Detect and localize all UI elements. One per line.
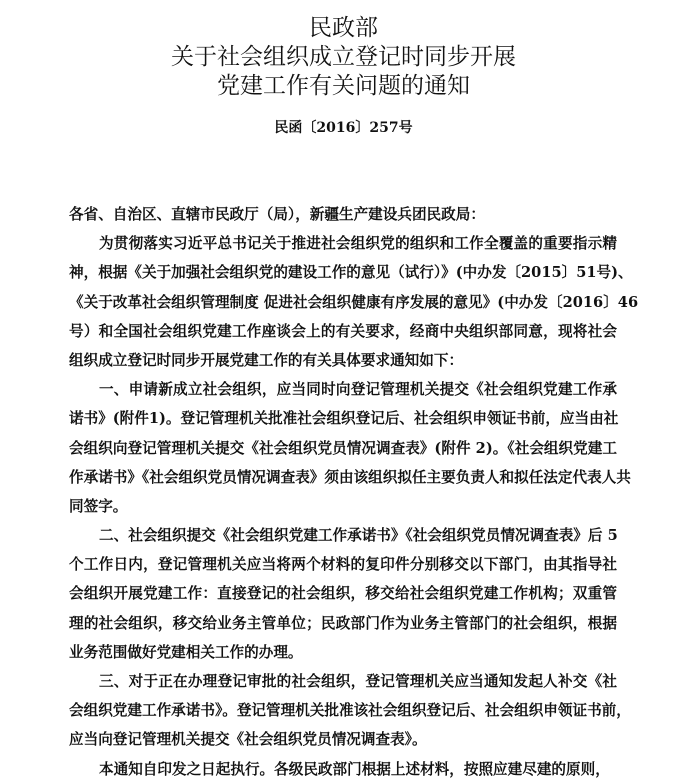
paragraph-line: 个工作日内，登记管理机关应当将两个材料的复印件分别移交以下部门，由其指导社: [69, 556, 617, 574]
paragraph-item-3: [69, 667, 631, 755]
paragraph-line: 《关于改革社会组织管理制度 促进社会组织健康有序发展的意见》(中办发〔2016〕46: [69, 293, 639, 311]
paragraph-line: 组织成立登记时同步开展党建工作的有关具体要求通知如下：: [69, 351, 464, 369]
paragraph-item-1: [69, 375, 631, 521]
paragraph-closing: [69, 755, 617, 778]
paragraph-line: 为贯彻落实习近平总书记关于推进社会组织党的组织和工作全覆盖的重要指示精: [99, 235, 617, 253]
paragraph-item-2: [69, 521, 617, 667]
paragraph-line: 三、对于正在办理登记审批的社会组织，登记管理机关应当通知发起人补交《社: [99, 673, 617, 690]
paragraph-line: 会组织向登记管理机关提交《社会组织党员情况调查表》(附件 2)。《社会组织党建工: [69, 439, 617, 457]
document-number: 民函〔2016〕257号: [274, 120, 413, 136]
paragraph-line: 会组织开展党建工作：直接登记的社会组织，移交给社会组织党建工作机构；双重管: [69, 585, 617, 603]
addressee: 各省、自治区、直辖市民政厅（局），新疆生产建设兵团民政局：: [69, 206, 485, 223]
title-line-2: 党建工作有关问题的通知: [217, 73, 470, 99]
paragraph-line: 业务范围做好党建相关工作的办理。: [69, 643, 303, 661]
paragraph-line: 理的社会组织，移交给业务主管单位；民政部门作为业务主管部门的社会组织，根据: [69, 614, 617, 632]
title-line-1: 关于社会组织成立登记时同步开展: [171, 44, 516, 70]
paragraph-line: 神，根据《关于加强社会组织党的建设工作的意见（试行）》(中办发〔2015〕51号)、: [69, 264, 633, 282]
paragraph-line: 号）和全国社会组织党建工作座谈会上的有关要求，经商中央组织部同意，现将社会: [69, 322, 617, 340]
document-title: [0, 14, 687, 101]
document-body: [69, 200, 639, 778]
paragraph-line: 应当向登记管理机关提交《社会组织党员情况调查表》。: [69, 731, 427, 749]
paragraph-line: 作承诺书》《社会组织党员情况调查表》须由该组织拟任主要负责人和拟任法定代表人共: [69, 468, 631, 486]
title-issuer: 民政部: [309, 15, 378, 41]
paragraph-intro: [69, 229, 639, 375]
paragraph-line: 诺书》(附件1)。登记管理机关批准社会组织登记后、社会组织申领证书前，应当由社: [69, 410, 619, 428]
paragraph-line: 一、申请新成立社会组织，应当同时向登记管理机关提交《社会组织党建工作承: [99, 381, 617, 399]
paragraph-line: 二、社会组织提交《社会组织党建工作承诺书》《社会组织党员情况调查表》后 5: [99, 527, 618, 545]
paragraph-line: 本通知自印发之日起执行。各级民政部门根据上述材料，按照应建尽建的原则，: [99, 760, 610, 778]
paragraph-line: 同签字。: [69, 497, 128, 515]
paragraph-line: 会组织党建工作承诺书》。登记管理机关批准该社会组织登记后、社会组织申领证书前，: [69, 702, 631, 720]
